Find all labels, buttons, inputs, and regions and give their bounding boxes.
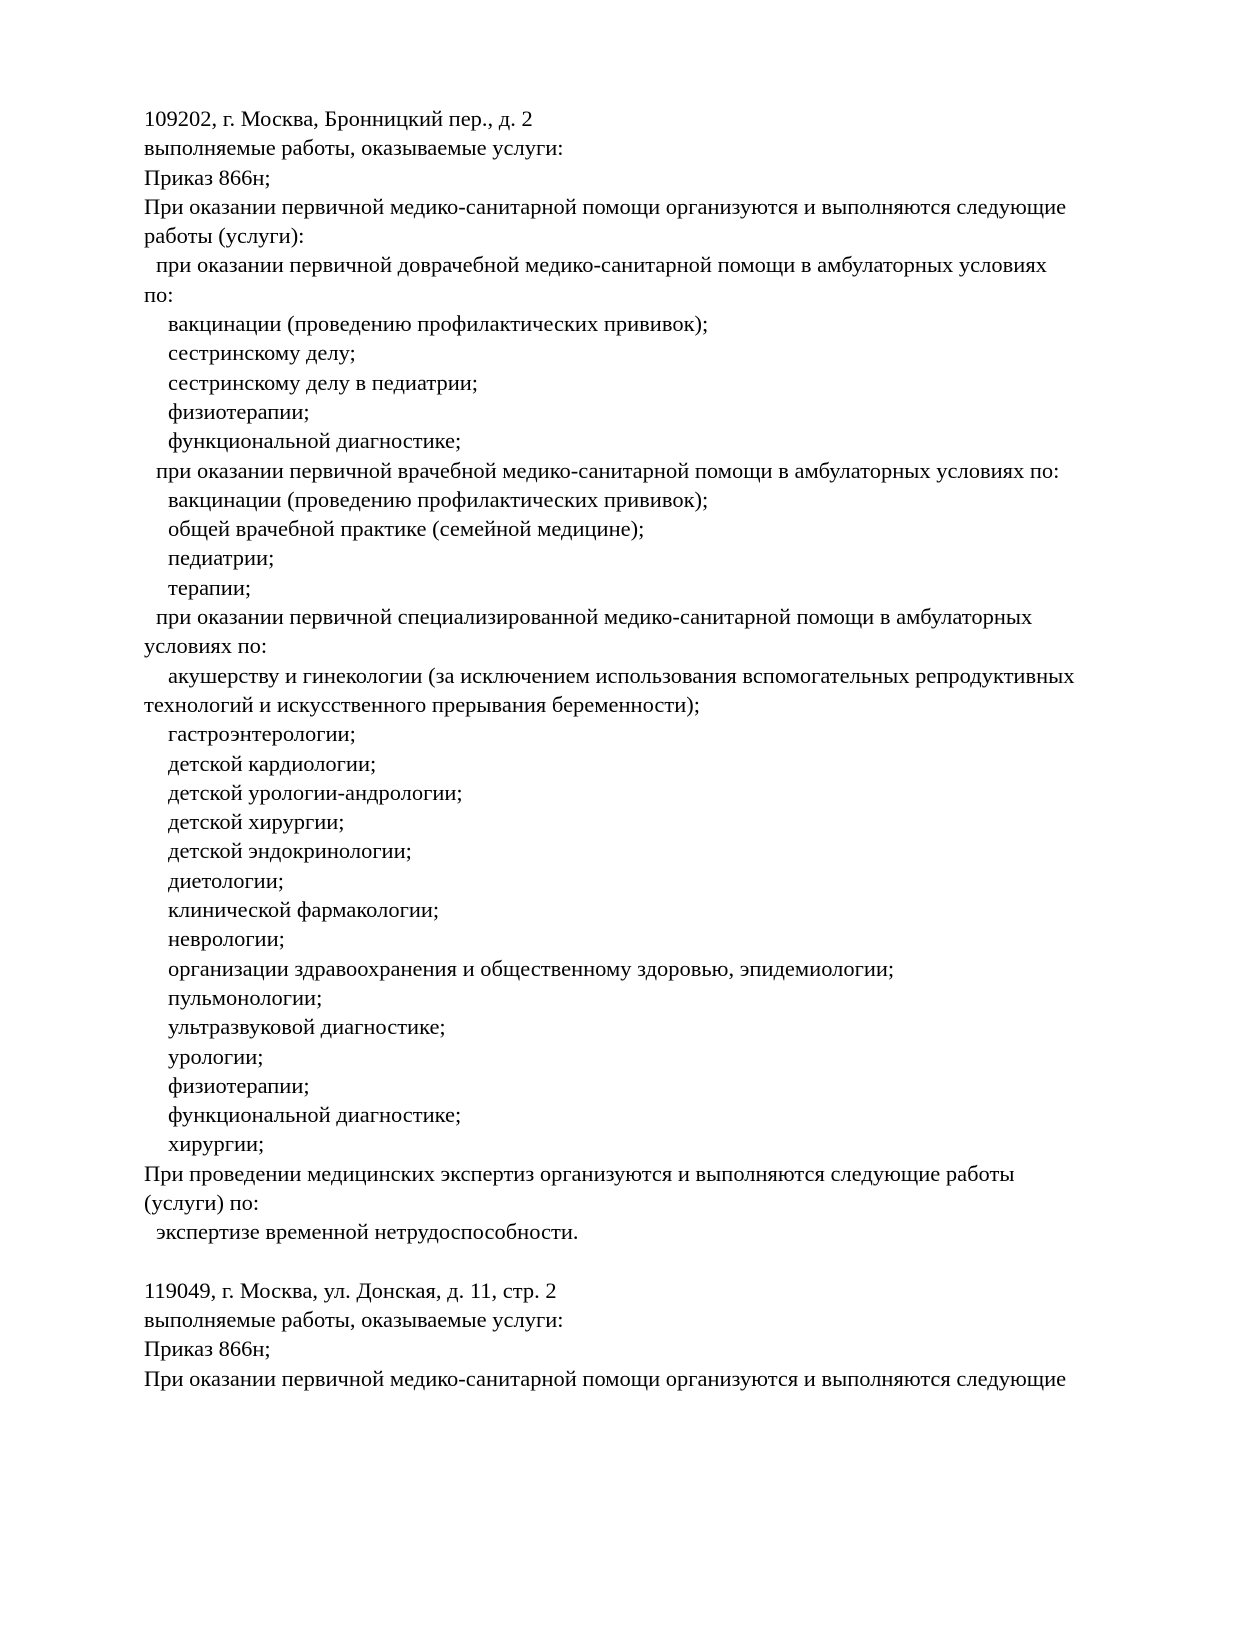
address-line: 109202, г. Москва, Бронницкий пер., д. 2 <box>144 106 533 131</box>
list-item: детской кардиологии; <box>168 750 377 776</box>
list-item: акушерству и гинекологии (за исключением использования вспомогательных репродуктивных <box>168 662 1075 688</box>
list-item: клинической фармакологии; <box>168 897 440 923</box>
text-line: При оказании первичной медико-санитарной помощи организуются и выполняются следующие <box>144 193 1067 219</box>
text-line: Приказ 866н; <box>144 1336 271 1362</box>
list-item: диетологии; <box>168 867 285 893</box>
blank-line <box>144 1247 1144 1276</box>
list-item: гастроэнтерологии; <box>168 721 356 747</box>
list-item: организации здравоохранения и общественному здоровью, эпидемиологии; <box>168 955 895 981</box>
text-line: Приказ 866н; <box>144 164 271 190</box>
list-item: экспертизе временной нетрудоспособности. <box>156 1219 579 1245</box>
list-item: вакцинации (проведению профилактических прививок); <box>168 486 709 512</box>
text-line: технологий и искусственного прерывания беременности); <box>144 691 701 717</box>
text-line: (услуги) по: <box>144 1189 260 1215</box>
list-item: вакцинации (проведению профилактических прививок); <box>168 311 709 337</box>
text-line: При проведении медицинских экспертиз организуются и выполняются следующие работы <box>144 1160 1015 1186</box>
list-item: сестринскому делу в педиатрии; <box>168 369 479 395</box>
text-line: по: <box>144 281 174 307</box>
list-item: функциональной диагностике; <box>168 1102 462 1128</box>
text-line: при оказании первичной доврачебной медико-санитарной помощи в амбулаторных условиях <box>156 252 1047 278</box>
text-line: при оказании первичной специализированной медико-санитарной помощи в амбулаторных <box>156 604 1033 630</box>
text-line: При оказании первичной медико-санитарной помощи организуются и выполняются следующие <box>144 1365 1067 1391</box>
list-item: сестринскому делу; <box>168 340 356 366</box>
list-item: физиотерапии; <box>168 1072 310 1098</box>
list-item: общей врачебной практике (семейной медицине); <box>168 516 645 542</box>
list-item: детской хирургии; <box>168 809 345 835</box>
list-item: терапии; <box>168 574 252 600</box>
list-item: функциональной диагностике; <box>168 428 462 454</box>
list-item: пульмонологии; <box>168 984 323 1010</box>
list-item: детской эндокринологии; <box>168 838 412 864</box>
list-item: урологии; <box>168 1043 264 1069</box>
list-item: педиатрии; <box>168 545 275 571</box>
text-line: работы (услуги): <box>144 223 305 249</box>
list-item: ультразвуковой диагностике; <box>168 1014 446 1040</box>
list-item: хирургии; <box>168 1131 265 1157</box>
list-item: детской урологии-андрологии; <box>168 779 463 805</box>
text-line: при оказании первичной врачебной медико-санитарной помощи в амбулаторных условиях по: <box>156 457 1060 483</box>
list-item: неврологии; <box>168 926 285 952</box>
text-line: выполняемые работы, оказываемые услуги: <box>144 1307 564 1333</box>
document-page <box>144 104 1144 1393</box>
address-line: 119049, г. Москва, ул. Донская, д. 11, стр. 2 <box>144 1277 557 1303</box>
text-line: условиях по: <box>144 633 268 659</box>
text-line: выполняемые работы, оказываемые услуги: <box>144 135 564 161</box>
list-item: физиотерапии; <box>168 398 310 424</box>
